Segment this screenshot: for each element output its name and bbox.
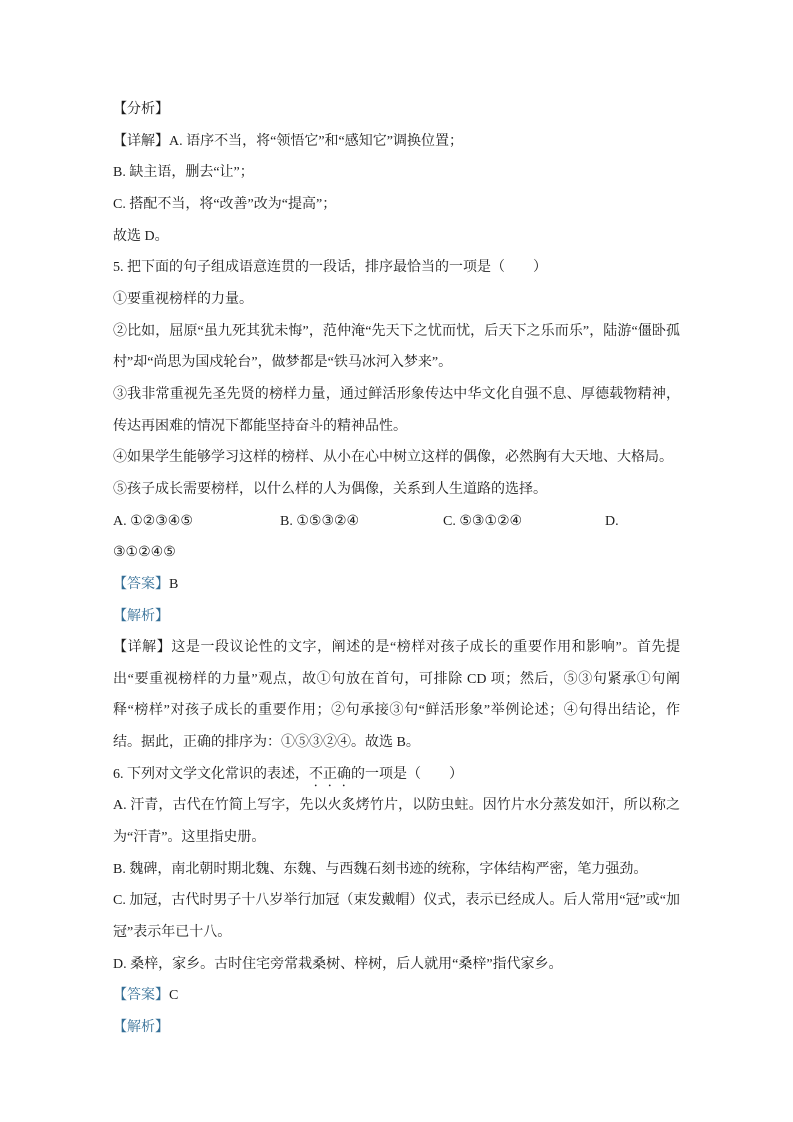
- q5-sentence-3: ③我非常重视先圣先贤的榜样力量，通过鲜活形象传达中华文化自强不息、厚德载物精神，传达再困难的情况下都能坚持奋斗的精神品性。: [113, 386, 680, 434]
- q6-stem-prefix: 6. 下列对文学文化常识的表述，: [113, 766, 309, 782]
- q5-option-d-wrap: ③①②④⑤: [113, 545, 176, 561]
- q6-option-c: C. 加冠，古代时男子十八岁举行加冠（束发戴帽）仪式，表示已经成人。后人常用“冠”或“加冠”表示年已十八。: [113, 893, 680, 941]
- q6-stem: [113, 759, 680, 791]
- q5-sentence-4: ④如果学生能够学习这样的榜样、从小在心中树立这样的偶像，必然胸有大天地、大格局。: [113, 450, 673, 466]
- q5-analysis-label: 【解析】: [113, 608, 169, 624]
- q4-analysis-label: 【分析】: [113, 102, 169, 117]
- q6-stem-emphasis: 不正确: [309, 766, 351, 782]
- q5-sentence-2: ②比如，屈原“虽九死其犹未悔”，范仲淹“先天下之忧而忧，后天下之乐而乐”，陆游“僵卧孤村”却“尚思为国戍轮台”，做梦都是“铁马冰河入梦来”。: [113, 323, 680, 371]
- q6-analysis-label: 【解析】: [113, 1020, 169, 1036]
- q5-option-b: B. ①⑤③②④: [280, 513, 360, 529]
- q4-option-b-note: B. 缺主语，删去“让”；: [113, 165, 254, 181]
- q5-option-a: A. ①②③④⑤: [113, 513, 193, 529]
- q6-option-b: B. 魏碑，南北朝时期北魏、东魏、与西魏石刻书迹的统称，字体结构严密，笔力强劲。: [113, 861, 648, 877]
- q5-option-c: C. ⑤③①②④: [443, 513, 523, 529]
- q6-answer-label: 【答案】: [113, 988, 169, 1004]
- q5-sentence-5: ⑤孩子成长需要榜样，以什么样的人为偶像，关系到人生道路的选择。: [113, 481, 547, 497]
- q5-options-row: [113, 506, 680, 538]
- q5-answer-value: B: [169, 576, 179, 592]
- q6-answer-line: [113, 980, 680, 1012]
- q5-detail: 【详解】这是一段议论性的文字，阐述的是“榜样对孩子成长的重要作用和影响”。首先提出“要重视榜样的力量”观点，故①句放在首句，可排除 CD 项；然后，⑤③句紧承①句阐释“榜样”对孩子成长的重要作用；②句承接③句“鲜活形象”举例论述；④句得出结论，作结。据此，正确的排序为：①⑤③②④。故选 B。: [113, 640, 680, 751]
- q5-answer-line: [113, 569, 680, 601]
- q5-option-d: D.: [605, 513, 619, 529]
- q4-option-c-note: C. 搭配不当，将“改善”改为“提高”；: [113, 196, 337, 212]
- q4-detail-line: 【详解】A. 语序不当，将“领悟它”和“感知它”调换位置；: [113, 133, 463, 149]
- document-content: [113, 94, 680, 1044]
- q6-answer-value: C: [169, 988, 179, 1004]
- q5-sentence-1: ①要重视榜样的力量。: [113, 291, 253, 307]
- q6-option-a: A. 汗青，古代在竹简上写字，先以火炙烤竹片，以防虫蛀。因竹片水分蒸发如汗，所以称之为“汗青”。这里指史册。: [113, 798, 680, 846]
- q4-conclusion: 故选 D。: [113, 228, 169, 244]
- q5-answer-label: 【答案】: [113, 576, 169, 592]
- q6-stem-suffix: 的一项是（ ）: [351, 766, 463, 782]
- q5-stem: 5. 把下面的句子组成语意连贯的一段话，排序最恰当的一项是（ ）: [113, 260, 547, 276]
- q6-option-d: D. 桑梓，家乡。古时住宅旁常栽桑树、梓树，后人就用“桑梓”指代家乡。: [113, 956, 563, 972]
